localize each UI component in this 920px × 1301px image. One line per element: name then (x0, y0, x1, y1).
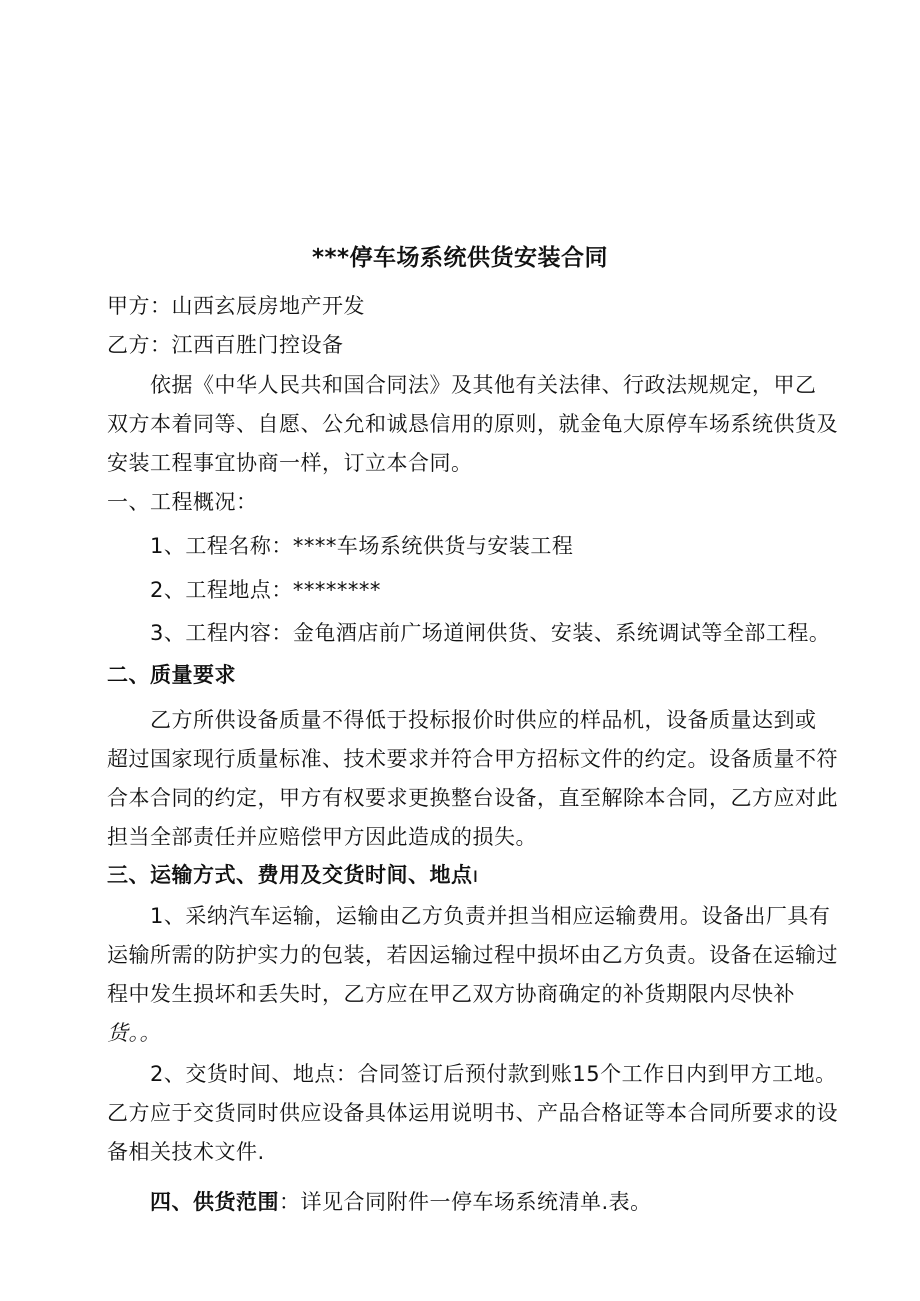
intro-line-1: 依据《中华人民共和国合同法》及其他有关法律、行政法规规定，甲乙 (150, 373, 817, 397)
section3-item2-line-3: 备相关技术文件. (107, 1140, 265, 1164)
section3-item2-line-2: 乙方应于交货同时供应设备具体运用说明书、产品合格证等本合同所要求的设 (107, 1101, 838, 1125)
section1-item-3: 3、工程内容：金龟酒店前广场道闸供货、安装、系统调试等全部工程。 (150, 621, 831, 645)
section4-text: ：详见合同附件一停车场系统清单.表。 (279, 1190, 652, 1214)
section3-item1-line-3: 程中发生损坏和丢失时，乙方应在甲乙双方协商确定的补货期限内尽快补 (107, 982, 795, 1006)
party-b: 乙方：江西百胜门控设备 (107, 333, 344, 357)
section2-line-2: 超过国家现行质量标准、技术要求并符合甲方招标文件的约定。设备质量不符 (107, 747, 838, 771)
document-title: ***停车场系统供货安装合同 (311, 245, 609, 271)
section4-line (150, 1188, 652, 1216)
section3-heading-text: 三、运输方式、费用及交货时间、地点 (107, 863, 473, 887)
section2-line-4: 担当全部责任并应赔偿甲方因此造成的损失。 (107, 825, 537, 849)
section3-item2-line-1: 2、交货时间、地点：合同签订后预付款到账15个工作日内到甲方工地。 (150, 1062, 837, 1086)
section3-item1-line-4: 货。。 (107, 1021, 161, 1045)
section2-line-3: 合本合同的约定，甲方有权要求更换整台设备，直至解除本合同，乙方应对此 (107, 786, 838, 810)
intro-line-3: 安装工程事宜协商一样，订立本合同。 (107, 451, 473, 475)
section3-heading-mark: ı (472, 863, 479, 887)
party-a: 甲方：山西玄辰房地产开发 (107, 294, 365, 318)
intro-line-2: 双方本着同等、自愿、公允和诚恳信用的原则，就金龟大原停车场系统供货及 (107, 412, 838, 436)
section1-item-2: 2、工程地点：******** (150, 578, 381, 602)
section2-line-1: 乙方所供设备质量不得低于投标报价时供应的样品机，设备质量达到或 (150, 708, 817, 732)
section3-heading (107, 861, 479, 889)
section1-item-1: 1、工程名称：****车场系统供货与安装工程 (150, 534, 574, 558)
section1-heading: 一、工程概况： (107, 490, 258, 514)
section4-heading: 四、供货范围 (150, 1190, 279, 1214)
section3-item1-line-2: 运输所需的防护实力的包装，若因运输过程中损坏由乙方负责。设备在运输过 (107, 943, 838, 967)
section2-heading: 二、质量要求 (107, 663, 236, 687)
section3-item1-line-1: 1、采纳汽车运输，运输由乙方负责并担当相应运输费用。设备出厂具有 (150, 904, 831, 928)
